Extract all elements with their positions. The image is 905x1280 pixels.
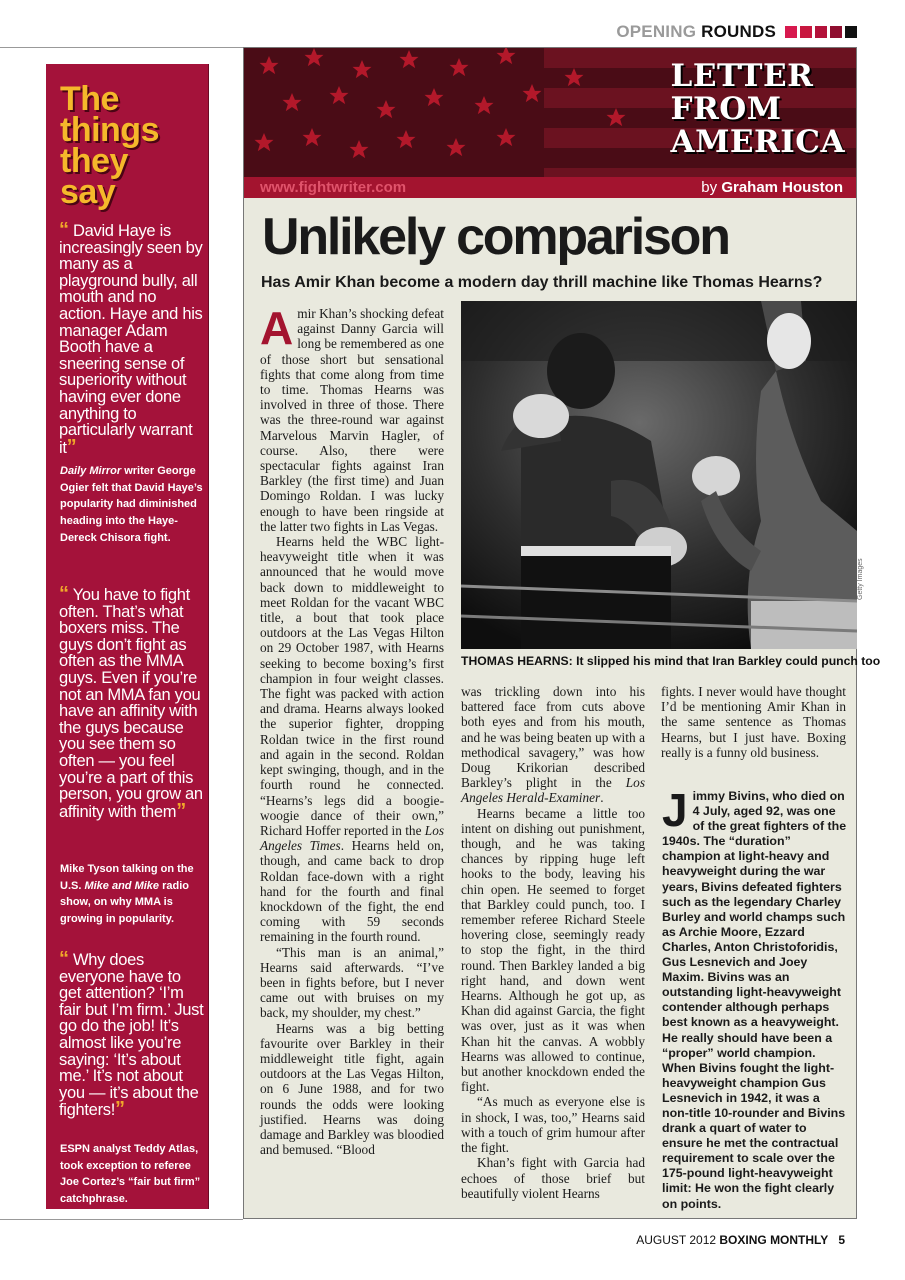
fight-photo: [461, 301, 857, 649]
section-header: [616, 22, 857, 42]
drop-cap: J: [662, 784, 688, 836]
column-title-line: AMERICA: [670, 124, 845, 160]
sidebar-title-line: they: [60, 142, 128, 180]
attribution-text: radio show, on why MMA is growing in popularity.: [60, 879, 189, 926]
publication-name: Daily Mirror: [60, 465, 122, 477]
body-paragraph: was trickling down into his battered face from cuts above both eyes and from his mouth, and he was being beaten up with a methodical savagery,” was how Doug Krikorian described Barkley’s plight in the: [461, 684, 645, 791]
bottom-divider: [0, 1219, 243, 1220]
body-paragraph: “This man is an animal,” Hearns said afterwards. “I’ve been in fights before, but I never came out with bruises on my back, my shoulder, my chest.”: [260, 944, 444, 1021]
publication-name: Los Angeles Herald-Examiner: [461, 775, 645, 806]
open-quote-icon: “: [59, 948, 69, 970]
article-column-2: [461, 684, 645, 1201]
sidebar-title: [60, 80, 159, 211]
headline: Unlikely comparison: [262, 208, 729, 266]
body-paragraph: mir Khan’s shocking defeat against Danny Garcia will long be remembered as one of those short but sensational fights that come along from time to time. Thomas Hearns was involved in three of those. There was the three-round war against Marvelous Marvin Hagler, of course. Also, there were spectacular fights against Iran Barkley (the first time) and Juan Domingo Roldan. I was lucky enough to have been ringside at the latter two fights in Las Vegas.: [260, 306, 444, 534]
sidebar-title-line: things: [60, 111, 159, 149]
sidebar-title-line: say: [60, 173, 116, 211]
byline: [701, 178, 843, 197]
article-column-3: [661, 684, 846, 760]
close-quote-icon: ”: [66, 435, 77, 458]
quote-atlas: [59, 948, 207, 1121]
column-title-line: LETTER: [670, 58, 814, 94]
attribution-text: writer George Ogier felt that David Haye’s popularity had diminished heading into the Haye-Dereck Chisora fight.: [60, 465, 203, 544]
section-square-3: [815, 26, 827, 38]
show-name: Mike and Mike: [84, 879, 160, 892]
column-title-line: FROM: [670, 91, 782, 127]
boxing-photo-image: [461, 301, 857, 649]
section-square-4: [830, 26, 842, 38]
section-square-2: [800, 26, 812, 38]
section-square-5: [845, 26, 857, 38]
section-label-rounds: ROUNDS: [701, 22, 776, 41]
attribution-text: Mike Tyson talking on the U.S.: [60, 863, 194, 892]
drop-cap: A: [260, 302, 294, 354]
open-quote-icon: “: [59, 583, 69, 605]
section-square-1: [785, 26, 797, 38]
bivins-text: immy Bivins, who died on 4 July, aged 92, was one of the great fighters of the 1940s. The “duration” champion at light-heavy and heavyweight during the war years, Bivins defeated fighters such as the legendary Charley Burley and world champs such as Archie Moore, Ezzard Charles, Anton Christoforidis, Gus Lesnevich and Joey Maxim. Bivins was an outstanding light-heavyweight contender although perhaps best known as a heavyweight. He really should have been a “proper” world champion. When Bivins fought the light-heavyweight champion Gus Lesnevich in 1942, it was a non-title 10-rounder and Bivins drank a quart of water to ensure he met the contractual requirement to scale over the 175-pound light-heavyweight limit: He won the fight clearly on points.: [662, 789, 847, 1211]
bivins-item: [662, 784, 847, 1212]
publication-name: Los Angeles Times: [260, 822, 445, 854]
body-paragraph: Hearns became a little too intent on dishing out punishment, though, and he was taking chances by ripping huge left hooks to the body, leaving his chin open. He seemed to forget that Barkley could punch, too. I remember referee Richard Steele hovering close, seemingly ready to stop the fight, in the third round. Then Barkley landed a big right hand, and down went Hearns. Although he got up, as Khan did against Garcia, the fight was over, just as it was when Khan hit the canvas. A wobbly Hearns was allowed to continue, but another knockdown ended the fight.: [461, 805, 645, 1095]
byline-prefix: by: [701, 179, 722, 196]
photo-caption: THOMAS HEARNS: It slipped his mind that Iran Barkley could punch too: [461, 654, 881, 668]
page-footer: [636, 1233, 845, 1247]
website-url: www.fightwriter.com: [260, 179, 407, 196]
section-label-opening: OPENING: [616, 22, 697, 41]
quote-attribution: [60, 463, 206, 547]
body-paragraph: Hearns held the WBC light-heavyweight title when it was announced that he would move back down to middleweight to meet Roldan for the vacant WBC title, a bout that took place outdoors at the Las Vegas Hilton on 29 October 1987, with Hearns seeking to become boxing’s first champion in four weight classes. The fight was packed with action and drama. Hearns always looked the superior fighter, dropping Roldan twice in the first round and again in the second. Roldan kept swinging, though, and in the fourth round he connected. “Hearns’s legs did a boogie-woogie dance of their own,” Richard Hoffer reported in the: [260, 534, 444, 838]
quote-attribution: ESPN analyst Teddy Atlas, took exception to referee Joe Cortez’s “fair but firm” catchphrase.: [60, 1143, 201, 1206]
sidebar-title-line: The: [60, 80, 119, 118]
column-title: [671, 60, 845, 159]
quote-attribution: [60, 861, 206, 928]
page-number: 5: [838, 1233, 845, 1247]
issue-date: AUGUST 2012: [636, 1233, 720, 1247]
quote-text: Why does everyone have to get attention? ‘I’m fair but I’m firm.’ Just go do the job! It’s almost like you’re saying: ‘It’s about me.’ It’s not about you — it’s about the fighters!: [59, 951, 204, 1120]
quote-haye: [59, 219, 207, 458]
body-paragraph: Khan’s fight with Garcia had echoes of those brief but beautifully violent Hearns: [461, 1155, 645, 1201]
body-paragraph: Hearns was a big betting favourite over Barkley in their middleweight title fight, again outdoors at the Las Vegas Hilton, on 6 June 1988, and for two rounds the odds were looking justified. Hearns was doing damage and Barkley was bloodied and bemused. “Blood: [260, 1020, 444, 1158]
magazine-name: BOXING MONTHLY: [719, 1233, 829, 1247]
close-quote-icon: ”: [176, 799, 186, 822]
top-divider: [0, 47, 243, 48]
open-quote-icon: “: [59, 219, 69, 241]
body-paragraph: .: [600, 790, 604, 806]
author-name: Graham Houston: [721, 179, 843, 196]
quote-text: You have to fight often. That’s what boxers miss. The guys don’t fight as often as the MMA guys. Even if you’re not an MMA fan you have an affinity with the guys because you see them so often — you feel you’re a part of this person, you grow an affinity with them: [59, 586, 203, 821]
quote-text: David Haye is increasingly seen by many as a playground bully, all mouth and no action. Haye and his manager Adam Booth have a sneering sense of superiority without having ever done anything to particularly warrant it: [59, 222, 203, 457]
body-paragraph: fights. I never would have thought I’d be mentioning Amir Khan in the same sentence as Thomas Hearns, but I just have. Boxing really is a funny old business.: [661, 684, 846, 760]
photo-credit: Getty Images: [857, 558, 864, 600]
article-column-1: [260, 302, 445, 1158]
close-quote-icon: ”: [115, 1098, 125, 1121]
quote-tyson: [59, 583, 207, 822]
standfirst: Has Amir Khan become a modern day thrill machine like Thomas Hearns?: [261, 274, 823, 291]
body-paragraph: “As much as everyone else is in shock, I was, too,” Hearns said with a touch of grim humour after the fight.: [461, 1094, 645, 1156]
body-paragraph: . Hearns held on, though, and came back to drop Roldan face-down with a right hand for the fourth and final knockdown of the fight, the end coming with 59 seconds remaining in the fourth round.: [260, 838, 445, 945]
